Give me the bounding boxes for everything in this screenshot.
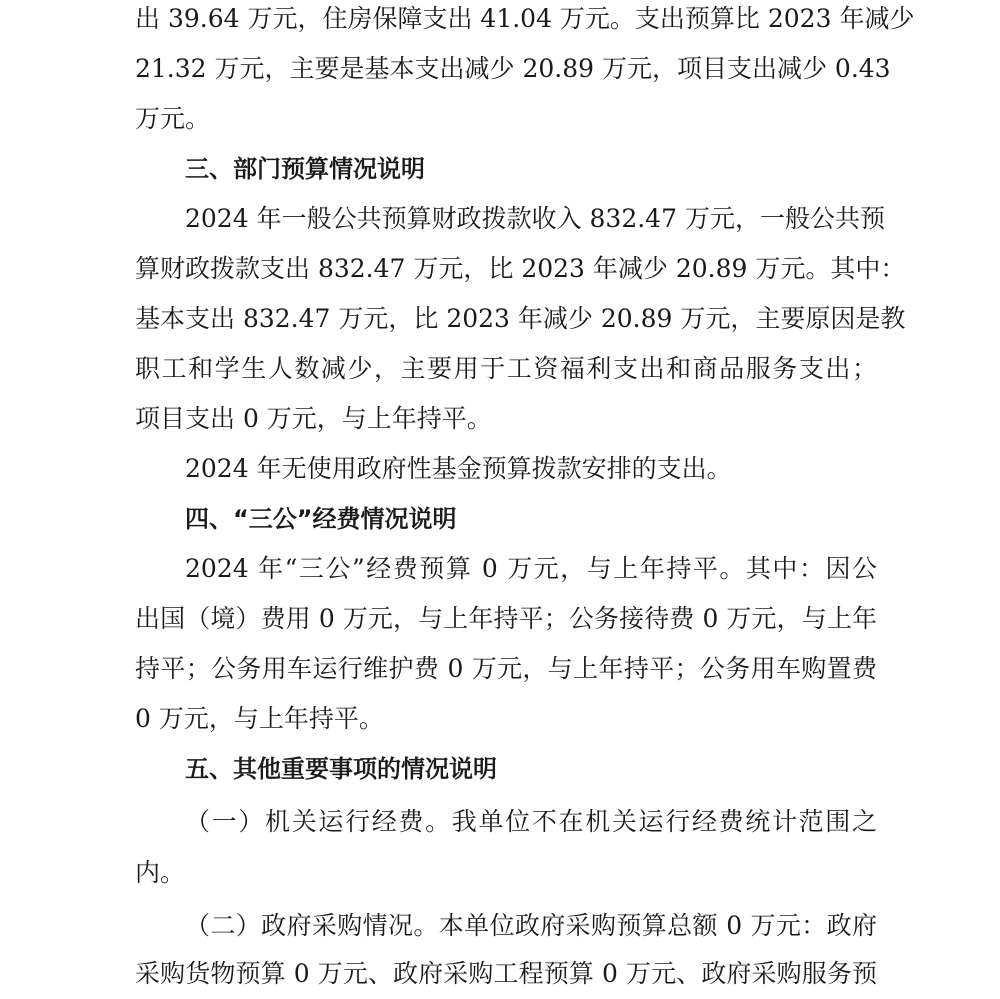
paragraph-line: 2024 年无使用政府性基金预算拨款安排的支出。 bbox=[185, 454, 732, 483]
section-heading-3: 三、部门预算情况说明 bbox=[185, 155, 425, 183]
section-heading-5: 五、其他重要事项的情况说明 bbox=[185, 755, 497, 783]
section-heading-4: 四、“三公”经费情况说明 bbox=[185, 505, 457, 533]
paragraph-line: 万元。 bbox=[135, 104, 211, 133]
paragraph-line: 0 万元，与上年持平。 bbox=[135, 704, 384, 733]
paragraph-line: 出 39.64 万元，住房保障支出 41.04 万元。支出预算比 2023 年减少 bbox=[135, 4, 915, 33]
paragraph-line: 21.32 万元，主要是基本支出减少 20.89 万元，项目支出减少 0.43 bbox=[135, 54, 891, 83]
paragraph-line: 2024 年一般公共预算财政拨款收入 832.47 万元，一般公共预 bbox=[185, 204, 885, 233]
paragraph-line: 算财政拨款支出 832.47 万元，比 2023 年减少 20.89 万元。其中： bbox=[135, 254, 906, 283]
paragraph-line: （一）机关运行经费。我单位不在机关运行经费统计范围之 bbox=[185, 807, 877, 836]
paragraph-line: （二）政府采购情况。本单位政府采购预算总额 0 万元：政府 bbox=[185, 911, 877, 940]
paragraph-line: 内。 bbox=[135, 858, 186, 887]
paragraph-line: 持平；公务用车运行维护费 0 万元，与上年持平；公务用车购置费 bbox=[135, 654, 877, 683]
paragraph-line: 2024 年“三公”经费预算 0 万元，与上年持平。其中：因公 bbox=[185, 554, 877, 583]
paragraph-line: 职工和学生人数减少，主要用于工资福利支出和商品服务支出； bbox=[135, 354, 877, 383]
paragraph-line: 出国（境）费用 0 万元，与上年持平；公务接待费 0 万元，与上年 bbox=[135, 604, 877, 633]
paragraph-line: 基本支出 832.47 万元，比 2023 年减少 20.89 万元，主要原因是教 bbox=[135, 304, 906, 333]
paragraph-line: 采购货物预算 0 万元、政府采购工程预算 0 万元、政府采购服务预 bbox=[135, 959, 877, 988]
paragraph-line: 项目支出 0 万元，与上年持平。 bbox=[135, 404, 492, 433]
